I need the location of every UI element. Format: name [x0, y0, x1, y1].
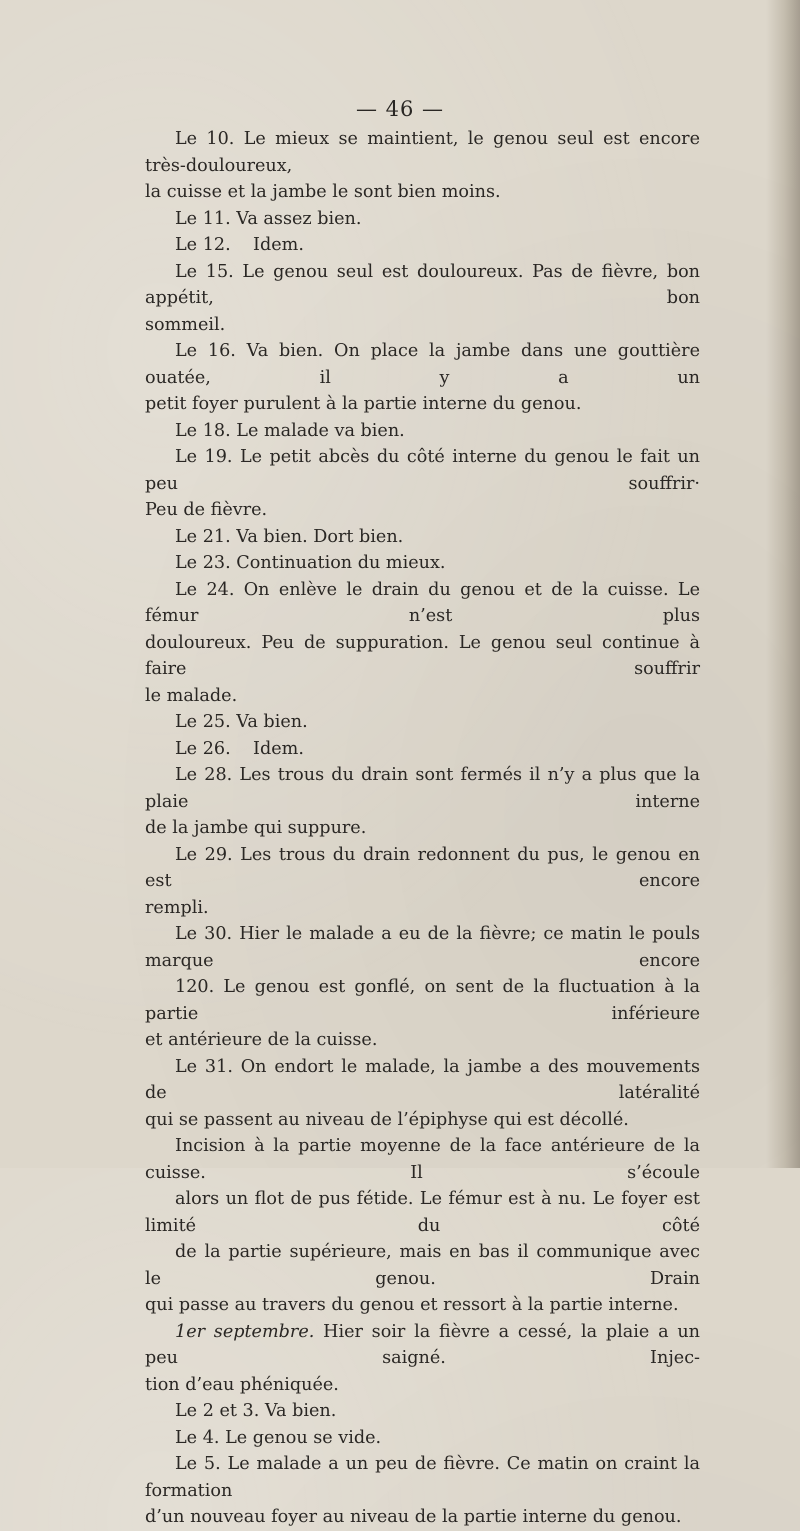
text-line	[145, 1319, 700, 1372]
text-line: d’un nouveau foyer au niveau de la partie interne du genou.	[145, 1507, 682, 1527]
text-line: Le 15. Le genou seul est douloureux. Pas de fièvre, bon appétit, bon	[145, 261, 700, 308]
text-line: rempli.	[145, 897, 209, 918]
text-line: qui se passent au niveau de l’épiphyse qui est décollé.	[145, 1109, 629, 1130]
text-line: et antérieure de la cuisse.	[145, 1030, 378, 1050]
paragraph	[145, 259, 700, 339]
text-run: Hier soir la fièvre a cessé, la plaie a un peu saigné. Injec-	[145, 1321, 701, 1368]
paragraph: Le 12. Idem.	[175, 235, 304, 255]
paragraph: Le 2 et 3. Va bien.	[175, 1401, 337, 1421]
paragraph	[145, 577, 700, 710]
text-line: alors un flot de pus fétide. Le fémur est à nu. Le foyer est limité du côté	[145, 1189, 700, 1236]
paragraph: Le 4. Le genou se vide.	[175, 1427, 382, 1448]
body-text	[145, 126, 700, 1531]
text-line: tion d’eau phéniquée.	[145, 1374, 339, 1395]
paragraph	[145, 1054, 700, 1134]
text-line: Le 19. Le petit abcès du côté interne du genou le fait un peu souffrir·	[145, 447, 700, 494]
text-line: sommeil.	[145, 314, 226, 335]
text-line: de la jambe qui suppure.	[145, 818, 367, 838]
paragraph: Le 21. Va bien. Dort bien.	[175, 526, 404, 547]
paragraph	[145, 1451, 700, 1531]
text-line: 120. Le genou est gonflé, on sent de la fluctuation à la partie inférieure	[145, 977, 700, 1024]
paragraph: Le 26. Idem.	[175, 738, 304, 759]
page-number: — 46 —	[355, 97, 445, 121]
paragraph: Le 18. Le malade va bien.	[175, 420, 405, 441]
paragraph	[145, 842, 700, 922]
text-line: Le 5. Le malade a un peu de fièvre. Ce matin on craint la formation	[145, 1454, 700, 1501]
paragraph: Le 11. Va assez bien.	[175, 208, 362, 229]
text-line: Le 10. Le mieux se maintient, le genou seul est encore très-douloureux,	[145, 129, 700, 176]
paragraph: Le 23. Continuation du mieux.	[175, 553, 446, 573]
paragraph	[145, 921, 700, 1054]
text-line: qui passe au travers du genou et ressort à la partie interne.	[145, 1295, 679, 1315]
paragraph	[145, 762, 700, 842]
text-line: Le 29. Les trous du drain redonnent du pus, le genou en est encore	[145, 844, 700, 891]
text-line: Le 24. On enlève le drain du genou et de la cuisse. Le fémur n’est plus	[145, 579, 700, 626]
text-line: petit foyer purulent à la partie interne du genou.	[145, 394, 582, 414]
date-label: 1er septembre.	[175, 1321, 315, 1342]
page-edge-shadow	[766, 0, 800, 1168]
text-line: de la partie supérieure, mais en bas il communique avec le genou. Drain	[145, 1242, 700, 1289]
paragraph	[145, 1133, 700, 1319]
text-line: Incision à la partie moyenne de la face antérieure de la cuisse. Il s’écoule	[145, 1136, 700, 1183]
text-line: Le 31. On endort le malade, la jambe a des mouvements de latéralité	[145, 1056, 700, 1103]
text-line: Peu de fièvre.	[145, 500, 268, 520]
paragraph	[145, 126, 700, 206]
text-line: Le 30. Hier le malade a eu de la fièvre; ce matin le pouls marque encore	[145, 924, 700, 971]
paragraph	[145, 338, 700, 418]
paragraph: Le 25. Va bien.	[175, 712, 308, 732]
text-line: Le 28. Les trous du drain sont fermés il n’y a plus que la plaie interne	[145, 765, 700, 812]
paragraph	[145, 1319, 700, 1399]
text-line: douloureux. Peu de suppuration. Le genou seul continue à faire souffrir	[145, 632, 700, 679]
text-line: Le 16. Va bien. On place la jambe dans une gouttière ouatée, il y a un	[145, 341, 700, 388]
paragraph	[145, 444, 700, 524]
text-line: le malade.	[145, 685, 238, 706]
text-line: la cuisse et la jambe le sont bien moins.	[145, 182, 501, 202]
